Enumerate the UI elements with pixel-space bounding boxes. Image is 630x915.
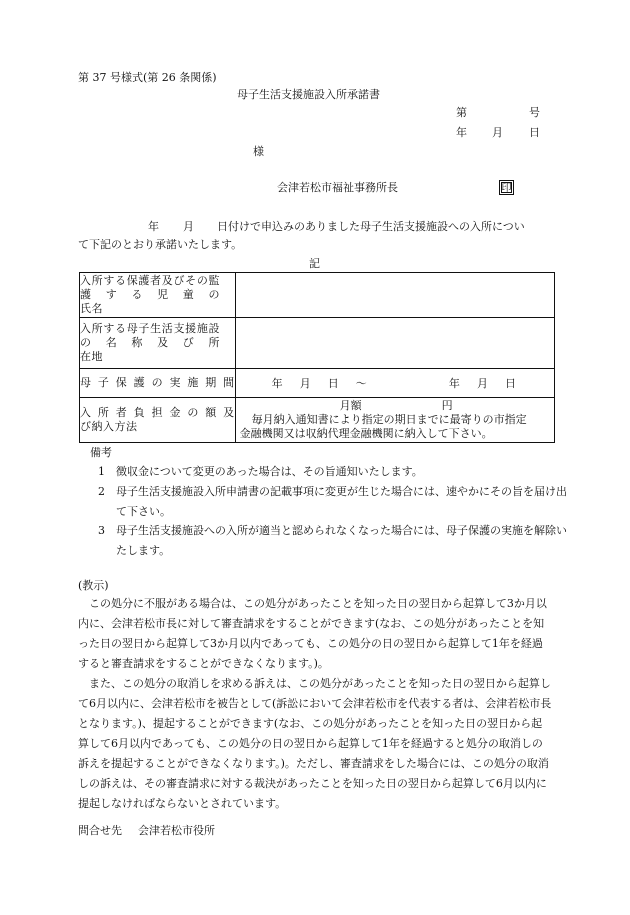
date-month: 月 [492, 126, 503, 139]
fee-note-line2: 金融機関又は収納代理金融機関に納入して下さい。 [239, 427, 493, 440]
facility-label-text: 入所する母子生活支援施設の名称及び所 [80, 322, 220, 349]
fee-label-text: 入所者負担金の額及 [80, 406, 235, 419]
period-value[interactable] [235, 369, 554, 398]
intro-line2: て下記のとおり承諾いたします。 [78, 238, 243, 251]
fee-yen: 円 [441, 399, 453, 412]
doc-no-suffix: 号 [529, 106, 540, 119]
form-number: 第 37 号様式(第 26 条関係) [78, 71, 217, 84]
date-year: 年 [456, 126, 467, 139]
facility-label [80, 318, 236, 369]
fee-monthly: 月額 [339, 399, 362, 412]
period-label: 母子保護の実施期間 [80, 369, 236, 398]
table-row [80, 318, 555, 369]
seal-char: 印 [501, 183, 512, 194]
issuer-name: 会津若松市福祉事務所長 [277, 181, 398, 194]
fee-label-tail: び納入方法 [80, 420, 138, 433]
guardian-children-label-text: 入所する保護者及びその監護する児童の [80, 274, 220, 301]
facility-label-tail: 在地 [80, 350, 103, 363]
document-title: 母子生活支援施設入所承諾書 [237, 88, 380, 101]
seal-stamp [499, 180, 514, 195]
remark-item-3: 3 母子生活支援施設への入所が適当と認められなくなった場合には、母子保護の実施を解除いたします。 [98, 524, 567, 557]
addressee-suffix: 様 [253, 145, 264, 158]
remark-item-2: 2 母子生活支援施設入所申請書の記載事項に変更が生じた場合には、速やかにその旨を届け出て下さい。 [98, 485, 567, 518]
period-day-end: 日 [504, 377, 516, 390]
guardian-children-value[interactable] [235, 273, 554, 318]
facility-value[interactable] [235, 318, 554, 369]
table-row [80, 369, 555, 398]
details-table [79, 272, 555, 443]
guardian-children-label [80, 273, 236, 318]
date-day: 日 [529, 126, 540, 139]
period-month-end: 月 [476, 377, 488, 390]
instruction-heading: (教示) [78, 579, 109, 592]
doc-no-prefix: 第 [456, 106, 467, 119]
period-day-start: 日 [327, 377, 339, 390]
period-year-end: 年 [448, 377, 460, 390]
intro-line1: 日付けで申込みのありました母子生活支援施設への入所につい [217, 220, 525, 233]
fee-label [80, 398, 236, 443]
ki-heading: 記 [309, 257, 320, 270]
contact-label: 問合せ先 [78, 824, 122, 837]
table-row [80, 273, 555, 318]
intro-year: 年 [148, 220, 159, 233]
fee-value[interactable] [235, 398, 554, 443]
table-row [80, 398, 555, 443]
intro-month: 月 [183, 220, 194, 233]
remark-item-1: 1 徴収金について変更のあった場合は、その旨通知いたします。 [98, 465, 423, 478]
guardian-children-label-tail: 氏名 [80, 302, 103, 315]
period-month-start: 月 [299, 377, 311, 390]
period-tilde: ～ [355, 377, 367, 390]
period-year-start: 年 [271, 377, 283, 390]
instruction-para-1: この処分に不服がある場合は、この処分があったことを知った日の翌日から起算して3か月以内に、会津若松市長に対して審査請求をすることができます(なお、この処分があったことを知った日の翌日から起算して3か月以内であっても、この処分の日の翌日から起算して1年を経過すると審査請求をすることができなくなります。)。 [78, 597, 547, 670]
remarks-heading: 備考 [90, 446, 112, 459]
instruction-para-2: また、この処分の取消しを求める訴えは、この処分があったことを知った日の翌日から起算して6月以内に、会津若松市を被告として(訴訟において会津若松市を代表する者は、会津若松市長となります。)、提起することができます(なお、この処分があったことを知った日の翌日から起算して6月以内であっても、この処分の日の翌日から起算して1年を経過すると処分の取消しの訴えを提起することができなくなります。)。ただし、審査請求をした場合には、この処分の取消しの訴えは、その審査請求に対する裁決があったことを知った日の翌日から起算して6月以内に提起しなければならないとされています。 [78, 677, 552, 810]
fee-note-line1: 毎月納入通知書により指定の期日までに最寄りの市指定 [251, 413, 527, 426]
contact-office: 会津若松市役所 [138, 824, 215, 837]
